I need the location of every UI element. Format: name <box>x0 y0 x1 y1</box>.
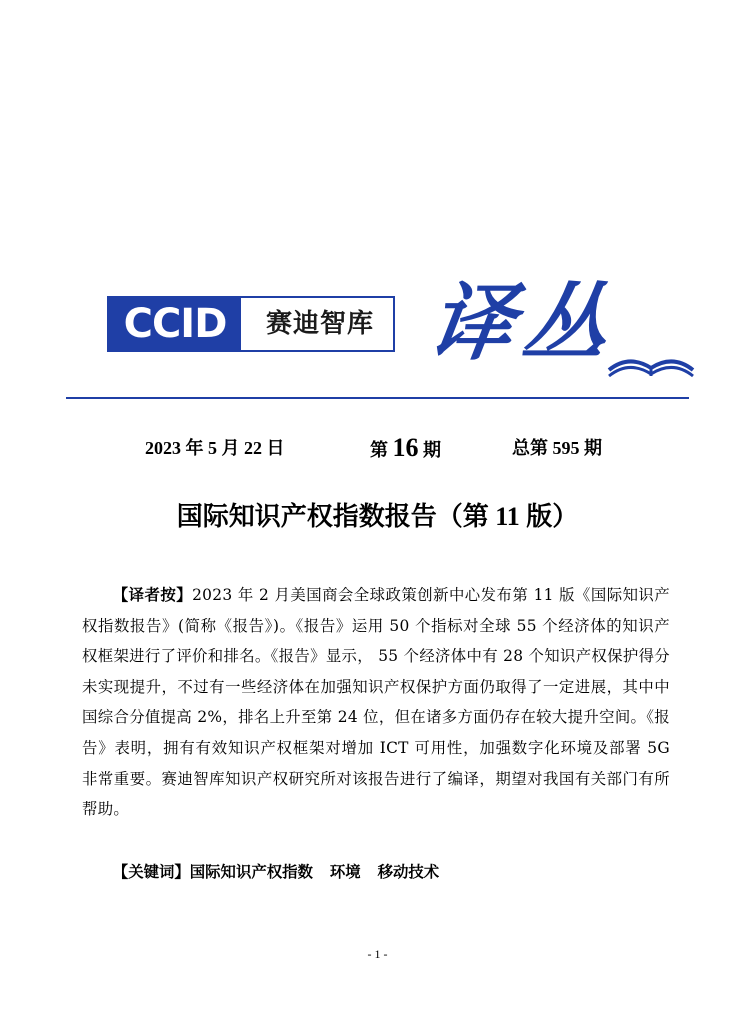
keyword-item: 环境 <box>329 863 361 881</box>
keywords <box>82 857 670 887</box>
masthead <box>107 268 667 388</box>
translator-note-label: 【译者按】 <box>112 586 193 604</box>
open-book-icon <box>605 340 697 380</box>
keyword-item: 国际知识产权指数 <box>189 863 313 881</box>
issue-number-suffix: 期 <box>423 440 441 460</box>
ccid-logo <box>107 296 395 352</box>
issue-line <box>0 432 755 464</box>
keyword-item: 移动技术 <box>377 863 440 881</box>
document-title: 国际知识产权指数报告（第 11 版） <box>176 502 579 531</box>
issue-number-value: 16 <box>392 433 419 462</box>
translator-note-text: 2023 年 2 月美国商会全球政策创新中心发布第 11 版《国际知识产权指数报告》(简称《报告》)。《报告》运用 50 个指标对全球 55 个经济体的知识产权框架进行了评价和排名。《报告》显示， 55 个经济体中有 28 个知识产权保护得分未实现提升，不过有一些经济体在加强知识产权保护方面仍取得了一定进展，其中中国综合分值提高 2%，排名上升至第 24 位，但在诸多方面仍存在较大提升空间。《报告》表明，拥有有效知识产权框架对增加 ICT 可用性，加强数字化环境及部署 5G 非常重要。赛迪智库知识产权研究所对该报告进行了编译，期望对我国有关部门有所帮助。 <box>82 586 670 819</box>
translator-note <box>82 580 670 825</box>
issue-number <box>370 432 441 466</box>
issue-total: 总第 595 期 <box>512 438 602 458</box>
logo-name: 赛迪智库 <box>265 309 374 339</box>
masthead-divider <box>66 397 689 399</box>
issue-date: 2023 年 5 月 22 日 <box>145 438 285 458</box>
page-number: - 1 - <box>367 947 388 961</box>
publication-title: 译丛 <box>422 273 625 372</box>
logo-mark: CCID <box>109 298 241 350</box>
issue-number-prefix: 第 <box>370 440 388 460</box>
keywords-label: 【关键词】 <box>112 863 190 881</box>
